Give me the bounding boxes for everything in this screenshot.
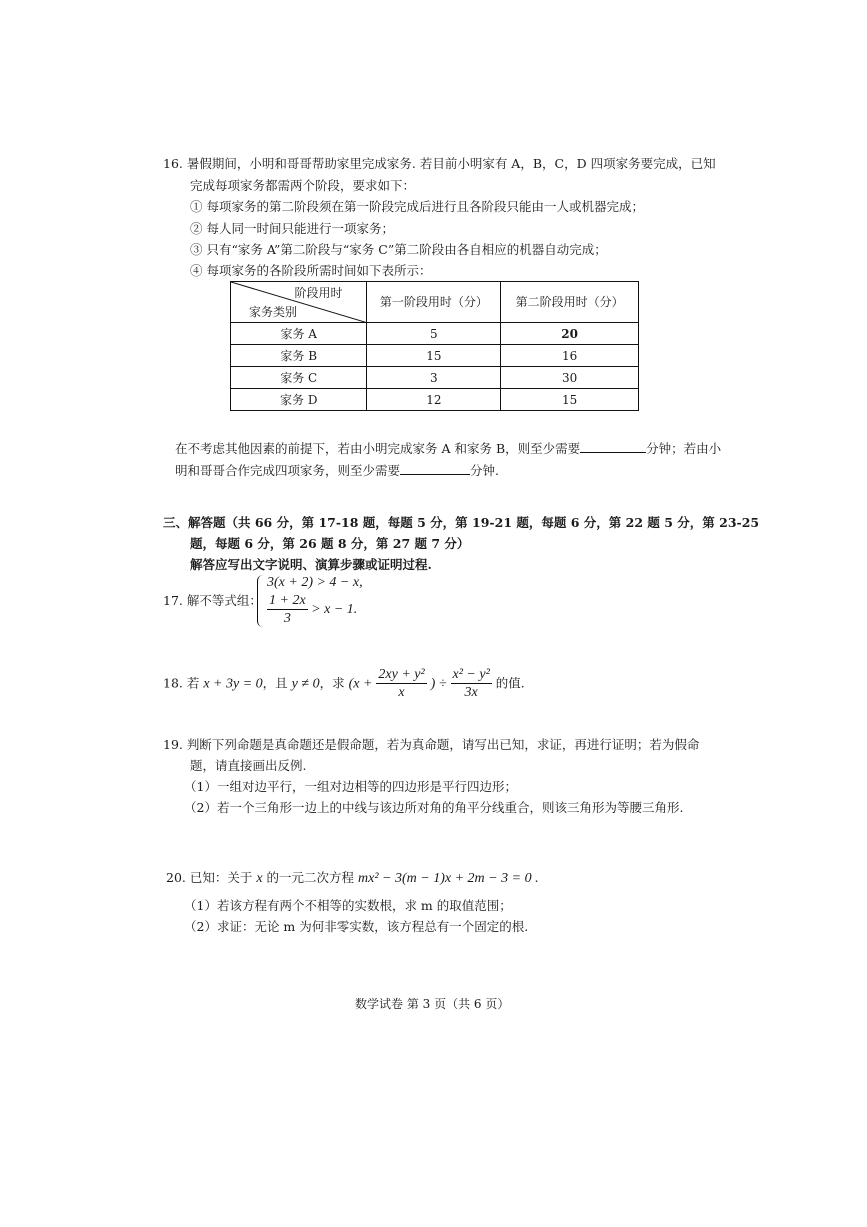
answer-blank-1[interactable] <box>580 440 646 453</box>
q20-equation: mx² − 3(m − 1)x + 2m − 3 = 0 . <box>358 871 539 886</box>
table-header-stage1: 第一阶段用时（分） <box>367 282 501 323</box>
section3-title-line2: 题，每题 6 分，第 26 题 8 分，第 27 题 7 分） <box>190 536 470 551</box>
answer-blank-2[interactable] <box>400 462 470 475</box>
q16-question-line1 <box>175 440 721 456</box>
table-cell-stage1: 3 <box>367 367 501 389</box>
q20-part2: （2）求证：无论 m 为何非零实数，该方程总有一个固定的根. <box>184 919 529 934</box>
q17-fraction <box>267 594 308 626</box>
table-row <box>231 367 639 389</box>
table-cell-stage1: 5 <box>367 323 501 345</box>
q18-expr-open: (x + <box>348 676 373 692</box>
q20-mid-text: 的一元二次方程 <box>266 870 355 885</box>
table-cell-name: 家务 D <box>231 389 367 411</box>
table-cell-name: 家务 C <box>231 367 367 389</box>
q16-rule-2: ② 每人同一时间只能进行一项家务； <box>190 221 394 236</box>
q16-intro-text: 暑假期间，小明和哥哥帮助家里完成家务. 若目前小明家有 A，B，C，D 四项家务要完成，已知 <box>186 156 716 171</box>
q18-fraction-2 <box>451 668 492 700</box>
q17-inequality-1: 3(x + 2) > 4 − x, <box>267 575 363 590</box>
q19-part1: （1）一组对边平行，一组对边相等的四边形是平行四边形； <box>184 779 517 794</box>
table-cell-name: 家务 B <box>231 345 367 367</box>
q18-ask-text: ，求 <box>319 675 345 691</box>
q17-inequality-2 <box>267 594 357 626</box>
q18-label: 18. 若 <box>163 675 200 691</box>
table-cell-stage1: 12 <box>367 389 501 411</box>
table-cell-name: 家务 A <box>231 323 367 345</box>
table-cell-stage2: 20 <box>501 323 639 345</box>
q20-line <box>166 872 539 886</box>
q17-label: 17. 解不等式组： <box>163 593 262 608</box>
q20-label: 20. 已知：关于 <box>166 870 253 885</box>
q17-frac-numerator: 1 + 2x <box>269 593 306 608</box>
q17-frac-denominator: 3 <box>283 611 291 626</box>
q16-intro-line1 <box>163 158 716 171</box>
q18-fraction-1 <box>376 668 426 700</box>
q16-question-text1: 在不考虑其他因素的前提下，若由小明完成家务 A 和家务 B，则至少需要 <box>175 441 581 456</box>
q18-frac2-numerator: x² − y² <box>452 667 490 682</box>
section3-instruction: 解答应写出文字说明、演算步骤或证明过程. <box>190 557 432 572</box>
q17-inequality-2-rhs: > x − 1. <box>311 602 358 618</box>
q16-unit2: 分钟. <box>470 463 499 478</box>
table-corner-cell <box>231 282 367 323</box>
table-cell-stage2: 30 <box>501 367 639 389</box>
table-row <box>231 323 639 345</box>
page-footer: 数学试卷 第 3 页（共 6 页） <box>355 997 510 1011</box>
q16-intro-line2: 完成每项家务都需两个阶段，要求如下： <box>190 178 416 193</box>
q16-time-table <box>230 281 639 411</box>
table-cell-stage2: 16 <box>501 345 639 367</box>
table-cell-stage2: 15 <box>501 389 639 411</box>
q16-rule-4: ④ 每项家务的各阶段所需时间如下表所示： <box>190 263 432 278</box>
q18-condition-1: x + 3y = 0 <box>203 676 263 692</box>
q19-part2: （2）若一个三角形一边上的中线与该边所对角的角平分线重合，则该三角形为等腰三角形. <box>184 800 684 815</box>
q16-unit1: 分钟；若由小 <box>646 441 722 456</box>
q19-line2: 题，请直接画出反例. <box>190 758 307 773</box>
corner-bottom-label: 家务类别 <box>249 305 298 319</box>
q18-mid-text: ，且 <box>262 675 288 691</box>
q18-frac1-denominator: x <box>398 685 405 700</box>
section3-title: 三、解答题（共 66 分，第 17-18 题，每题 5 分，第 19-21 题，每题 6 分，第 22 题 5 分，第 23-25 <box>163 515 760 530</box>
table-row <box>231 345 639 367</box>
q18-line <box>163 668 525 700</box>
q16-question-text2: 明和哥哥合作完成四项家务，则至少需要 <box>175 463 401 478</box>
table-row <box>231 389 639 411</box>
q20-variable: x <box>256 871 263 886</box>
q18-tail: 的值. <box>495 675 525 691</box>
q18-frac2-denominator: 3x <box>464 685 478 700</box>
q16-rule-1: ① 每项家务的第二阶段须在第一阶段完成后进行且各阶段只能由一人或机器完成； <box>190 199 644 214</box>
q16-question-line2 <box>175 462 499 478</box>
table-cell-stage1: 15 <box>367 345 501 367</box>
corner-top-label: 阶段用时 <box>294 286 343 300</box>
q16-rule-3: ③ 只有“家务 A”第二阶段与“家务 C”第二阶段由各自相应的机器自动完成； <box>190 242 607 257</box>
q18-expr-close: ) ÷ <box>430 676 447 692</box>
q19-line1: 19. 判断下列命题是真命题还是假命题，若为真命题，请写出已知，求证，再进行证明；若为假命 <box>163 737 700 752</box>
q18-frac1-numerator: 2xy + y² <box>378 667 425 682</box>
table-header-row <box>231 282 639 323</box>
q16-number: 16. <box>163 156 183 171</box>
table-header-stage2: 第二阶段用时（分） <box>501 282 639 323</box>
q18-condition-2: y ≠ 0 <box>291 676 320 692</box>
q20-part1: （1）若该方程有两个不相等的实数根，求 m 的取值范围； <box>184 898 512 913</box>
q17-brace <box>257 575 266 627</box>
